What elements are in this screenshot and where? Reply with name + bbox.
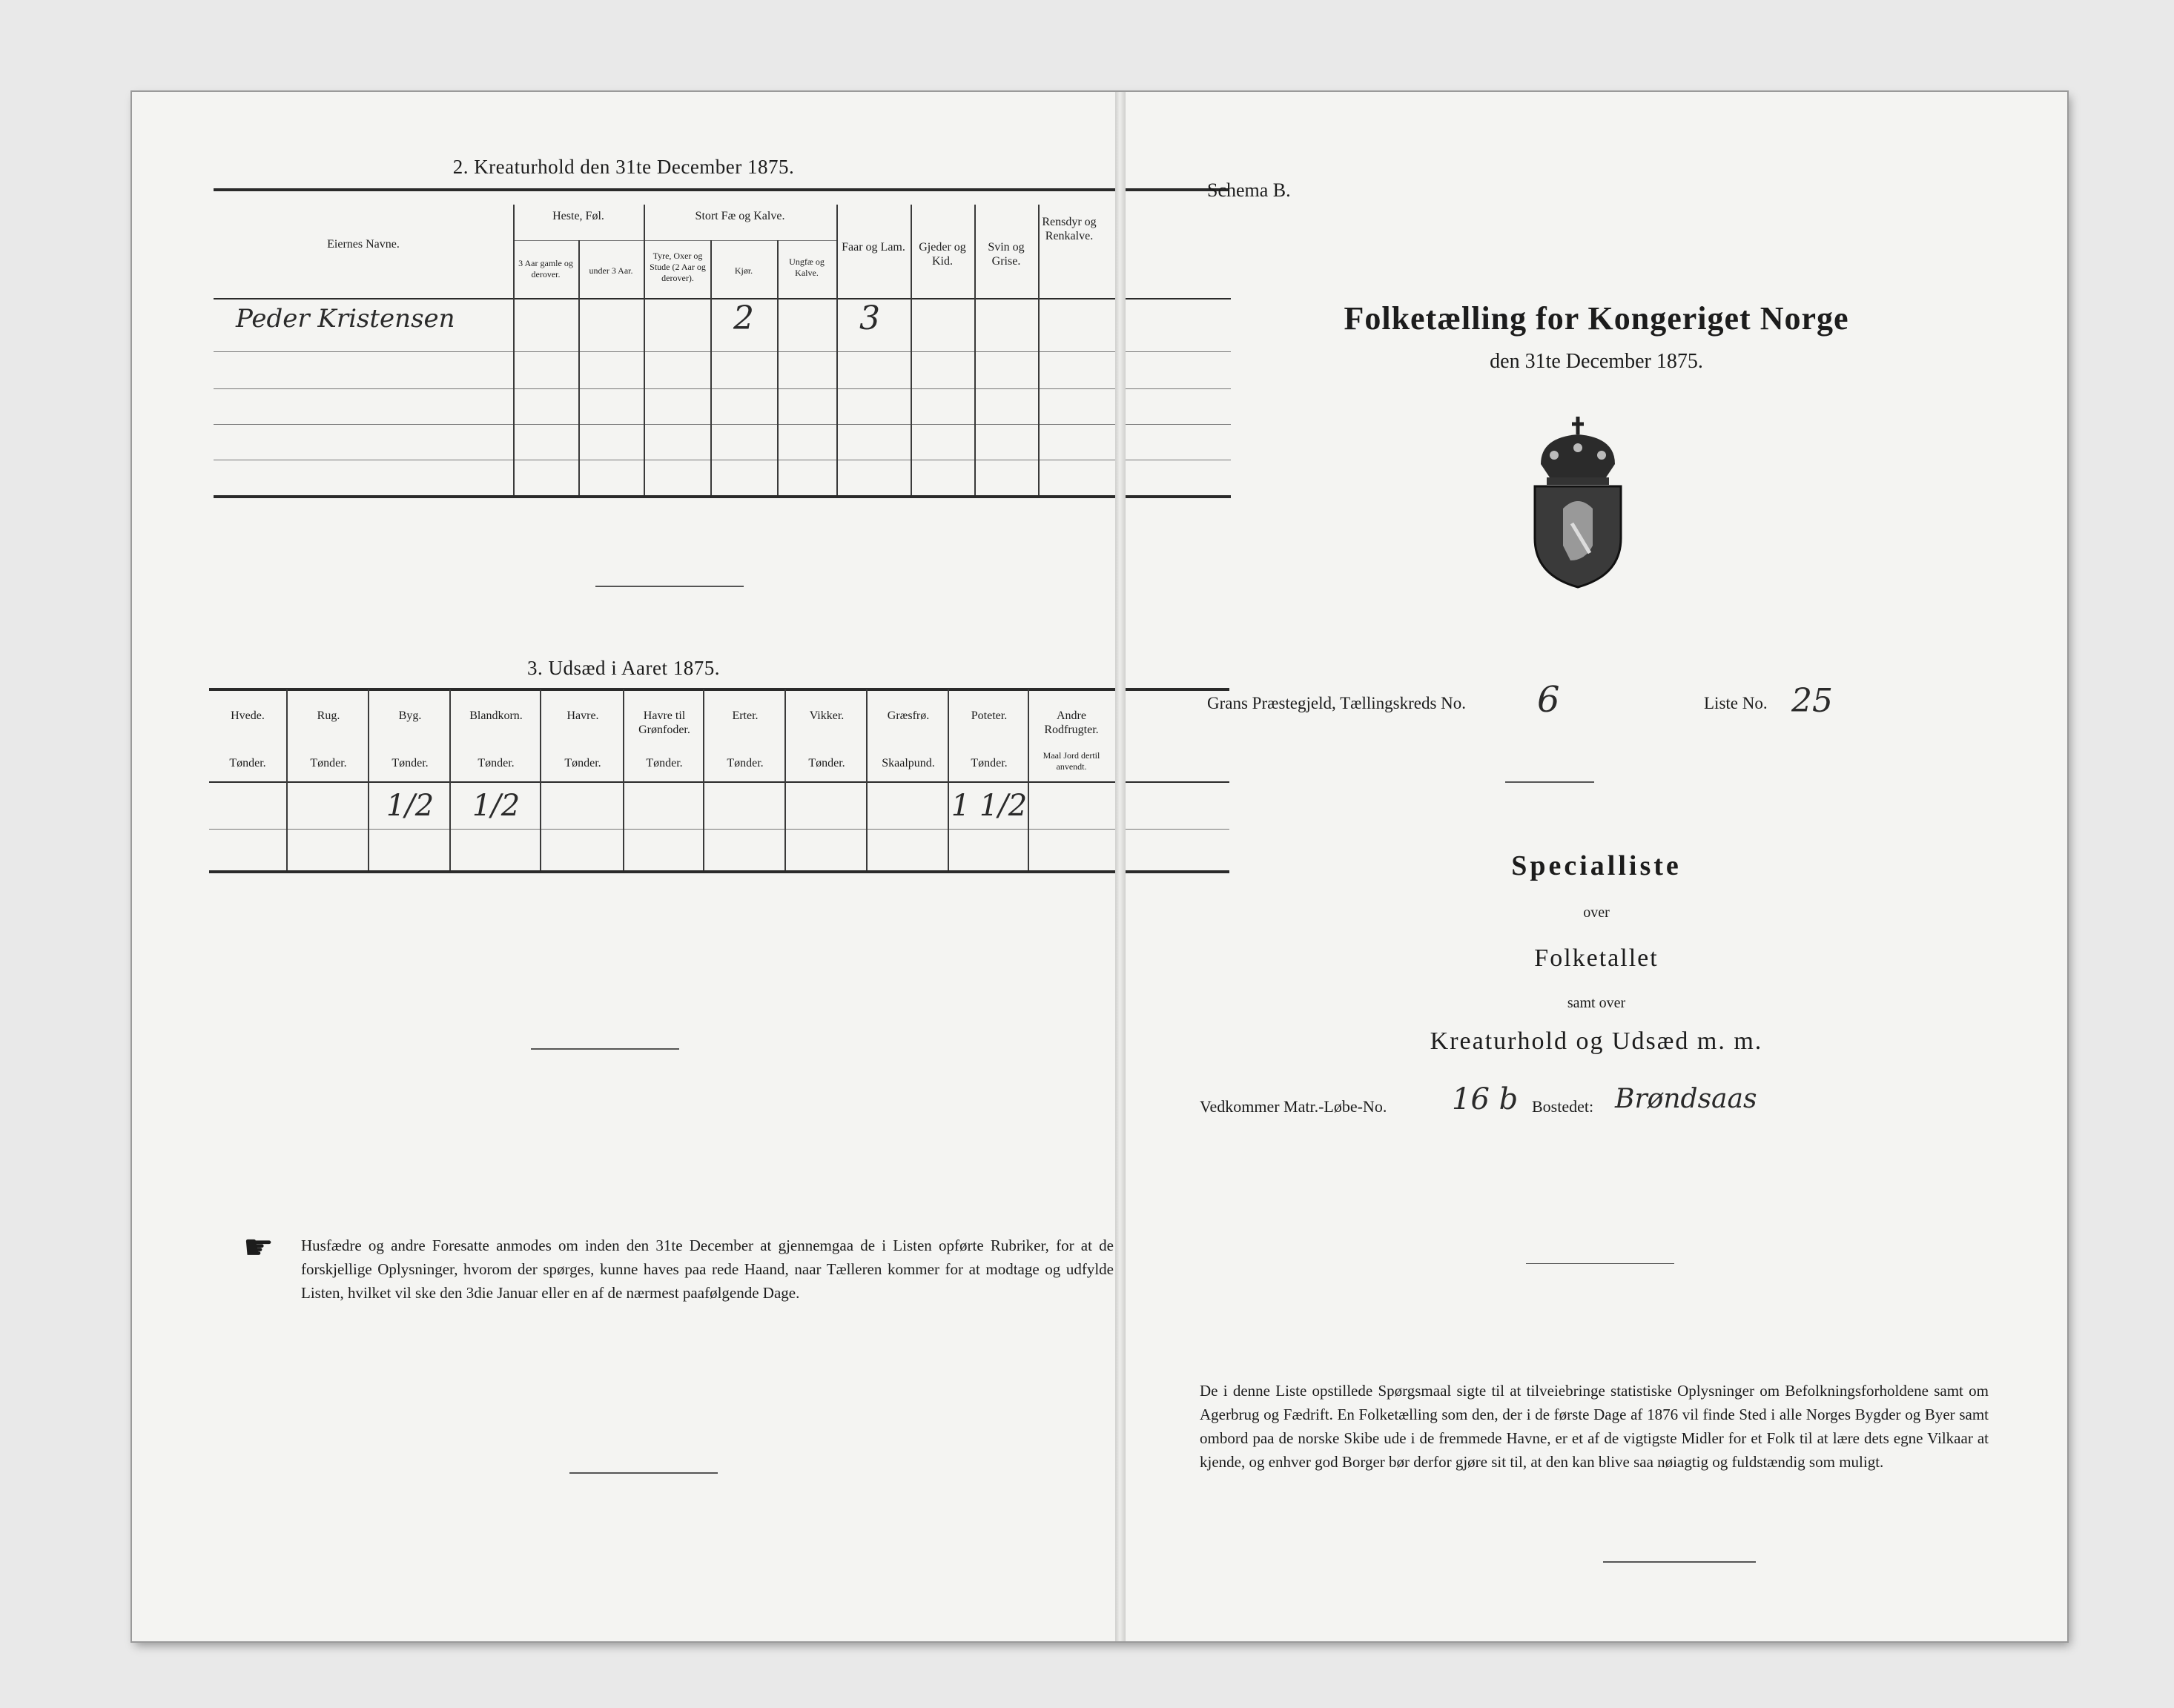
left-page xyxy=(132,92,1115,1641)
separator-rule xyxy=(531,1048,679,1050)
seed-column-name: Hvede. xyxy=(231,709,265,722)
seed-column xyxy=(1028,689,1114,870)
right-page xyxy=(1126,92,2067,1641)
seed-column-name: Poteter. xyxy=(971,709,1008,722)
info-text: De i denne Liste opstillede Spørgsmaal sigte til at tilveiebringe statistiske Oplysninger om Befolkningsforholdene samt om Agerbrug og Fædrift. En Folketælling som den, der i de første Dage af 1876 vil finde Sted i alle Norges Bygder og Byer samt ombord paa de norske Skibe ude i de fremmede Havne, er et af de vigtigste Midler for et Folk til at lære dets egne Vilkaar at kjende, og enhver god Borger bør derfor gjøre sit til, at den kan blive saa nøiagtig og fuldstændig som muligt. xyxy=(1200,1382,1989,1471)
header-pigs: Svin og Grise. xyxy=(988,241,1025,268)
seed-column xyxy=(623,689,704,870)
livestock-header-rule xyxy=(214,298,1231,299)
seed-bottom-rule xyxy=(209,870,1229,873)
seed-column-unit: Tønder. xyxy=(478,757,515,769)
bosted-value: Brøndsaas xyxy=(1615,1084,1757,1114)
special-list-title: Specialliste xyxy=(1511,850,1682,881)
header-cattle-bulls: Tyre, Oxer og Stude (2 Aar og derover). xyxy=(650,251,706,283)
separator-rule xyxy=(1603,1561,1756,1563)
header-cattle: Stort Fæ og Kalve. xyxy=(695,210,785,222)
owner-name: Peder Kristensen xyxy=(236,304,455,334)
kreaturhold-text: Kreaturhold og Udsæd m. m. xyxy=(1430,1027,1763,1055)
seed-column-unit: Tønder. xyxy=(310,757,347,769)
seed-column-name: Byg. xyxy=(398,709,422,722)
seed-column-unit: Tønder. xyxy=(564,757,601,769)
sheep-count: 3 xyxy=(859,299,880,337)
seed-value: 1/2 xyxy=(472,789,521,823)
seed-column-unit: Skaalpund. xyxy=(882,757,935,769)
district-number: 6 xyxy=(1537,679,1560,721)
header-owner: Eiernes Navne. xyxy=(327,238,400,251)
livestock-title: 2. Kreaturhold den 31te December 1875. xyxy=(452,156,795,178)
seed-column-name: Blandkorn. xyxy=(469,709,523,722)
seed-column-unit: Tønder. xyxy=(808,757,845,769)
seed-column xyxy=(703,689,786,870)
district-label: Grans Præstegjeld, Tællingskreds No. xyxy=(1207,694,1467,712)
col-divider xyxy=(710,240,712,495)
seed-column xyxy=(948,689,1029,870)
folketallet-text: Folketallet xyxy=(1534,944,1659,972)
seed-column-name: Græsfrø. xyxy=(887,709,930,722)
schema-label: Schema B. xyxy=(1207,179,1291,201)
seed-column xyxy=(784,689,868,870)
seed-column xyxy=(449,689,541,870)
census-date: den 31te December 1875. xyxy=(1490,350,1703,373)
header-sheep: Faar og Lam. xyxy=(842,241,905,254)
seed-table xyxy=(209,689,1229,870)
header-reindeer: Rensdyr og Renkalve. xyxy=(1042,216,1097,242)
seed-title: 3. Udsæd i Aaret 1875. xyxy=(527,657,720,679)
seed-column-name: Andre Rodfrugter. xyxy=(1044,709,1099,736)
cows-count: 2 xyxy=(733,299,754,337)
header-horses-old: 3 Aar gamle og derover. xyxy=(518,258,573,279)
livestock-row-line xyxy=(214,424,1231,425)
separator-rule xyxy=(569,1472,718,1474)
livestock-row-line xyxy=(214,388,1231,389)
seed-column-unit: Tønder. xyxy=(727,757,764,769)
list-number: 25 xyxy=(1791,682,1833,720)
livestock-row-line xyxy=(214,351,1231,352)
matr-number: 16 b xyxy=(1452,1082,1519,1116)
seed-column-unit: Tønder. xyxy=(646,757,683,769)
header-horses: Heste, Føl. xyxy=(552,210,604,222)
page-spine xyxy=(1115,92,1126,1641)
census-sheet xyxy=(132,92,2067,1641)
seed-column xyxy=(286,689,369,870)
list-label: Liste No. xyxy=(1704,694,1768,712)
seed-column-unit: Tønder. xyxy=(391,757,429,769)
header-cattle-young: Ungfæ og Kalve. xyxy=(789,256,825,278)
seed-column-name: Havre til Grønfoder. xyxy=(638,709,690,736)
col-divider xyxy=(513,205,515,495)
seed-value: 1/2 xyxy=(386,789,435,823)
matr-label: Vedkommer Matr.-Løbe-No. xyxy=(1200,1097,1387,1116)
seed-column-unit: Tønder. xyxy=(229,757,266,769)
col-divider xyxy=(644,205,645,495)
separator-rule xyxy=(1505,781,1594,783)
seed-value: 1 1/2 xyxy=(951,789,1028,823)
census-title: Folketælling for Kongeriget Norge xyxy=(1344,300,1849,337)
livestock-bottom-rule xyxy=(214,495,1231,498)
seed-column xyxy=(209,689,286,870)
separator-rule xyxy=(595,586,744,587)
seed-column xyxy=(540,689,624,870)
notice-text: Husfædre og andre Foresatte anmodes om inden den 31te December at gjennemgaa de i Listen opførte Rubriker, for at de forskjellige Oplysninger, hvorom der spørges, kunne haves paa rede Haand, naar Tælleren kommer for at modtage og udfylde Listen, hvilket vil ske den 3die Januar eller en af de nærmest paafølgende Dage. xyxy=(301,1237,1114,1302)
seed-column-name: Rug. xyxy=(317,709,340,722)
header-goats: Gjeder og Kid. xyxy=(919,241,966,268)
seed-column xyxy=(866,689,949,870)
pointing-hand-icon: ☛ xyxy=(243,1228,274,1266)
seed-column-unit: Maal Jord dertil anvendt. xyxy=(1043,750,1100,772)
livestock-top-rule xyxy=(214,188,1229,191)
over-text: over xyxy=(1583,904,1610,921)
separator-rule xyxy=(1526,1263,1674,1264)
header-horses-young: under 3 Aar. xyxy=(589,265,633,276)
seed-column-name: Havre. xyxy=(566,709,599,722)
header-cattle-cows: Kjør. xyxy=(734,265,753,276)
livestock-group-line xyxy=(513,240,836,241)
seed-column-name: Vikker. xyxy=(809,709,845,722)
seed-column-unit: Tønder. xyxy=(971,757,1008,769)
seed-column xyxy=(368,689,451,870)
bosted-label: Bostedet: xyxy=(1532,1097,1594,1116)
coat-of-arms-icon xyxy=(1519,412,1637,590)
samt-over-text: samt over xyxy=(1567,995,1626,1011)
col-divider xyxy=(578,240,580,495)
col-divider xyxy=(1038,205,1040,495)
seed-column-name: Erter. xyxy=(732,709,759,722)
